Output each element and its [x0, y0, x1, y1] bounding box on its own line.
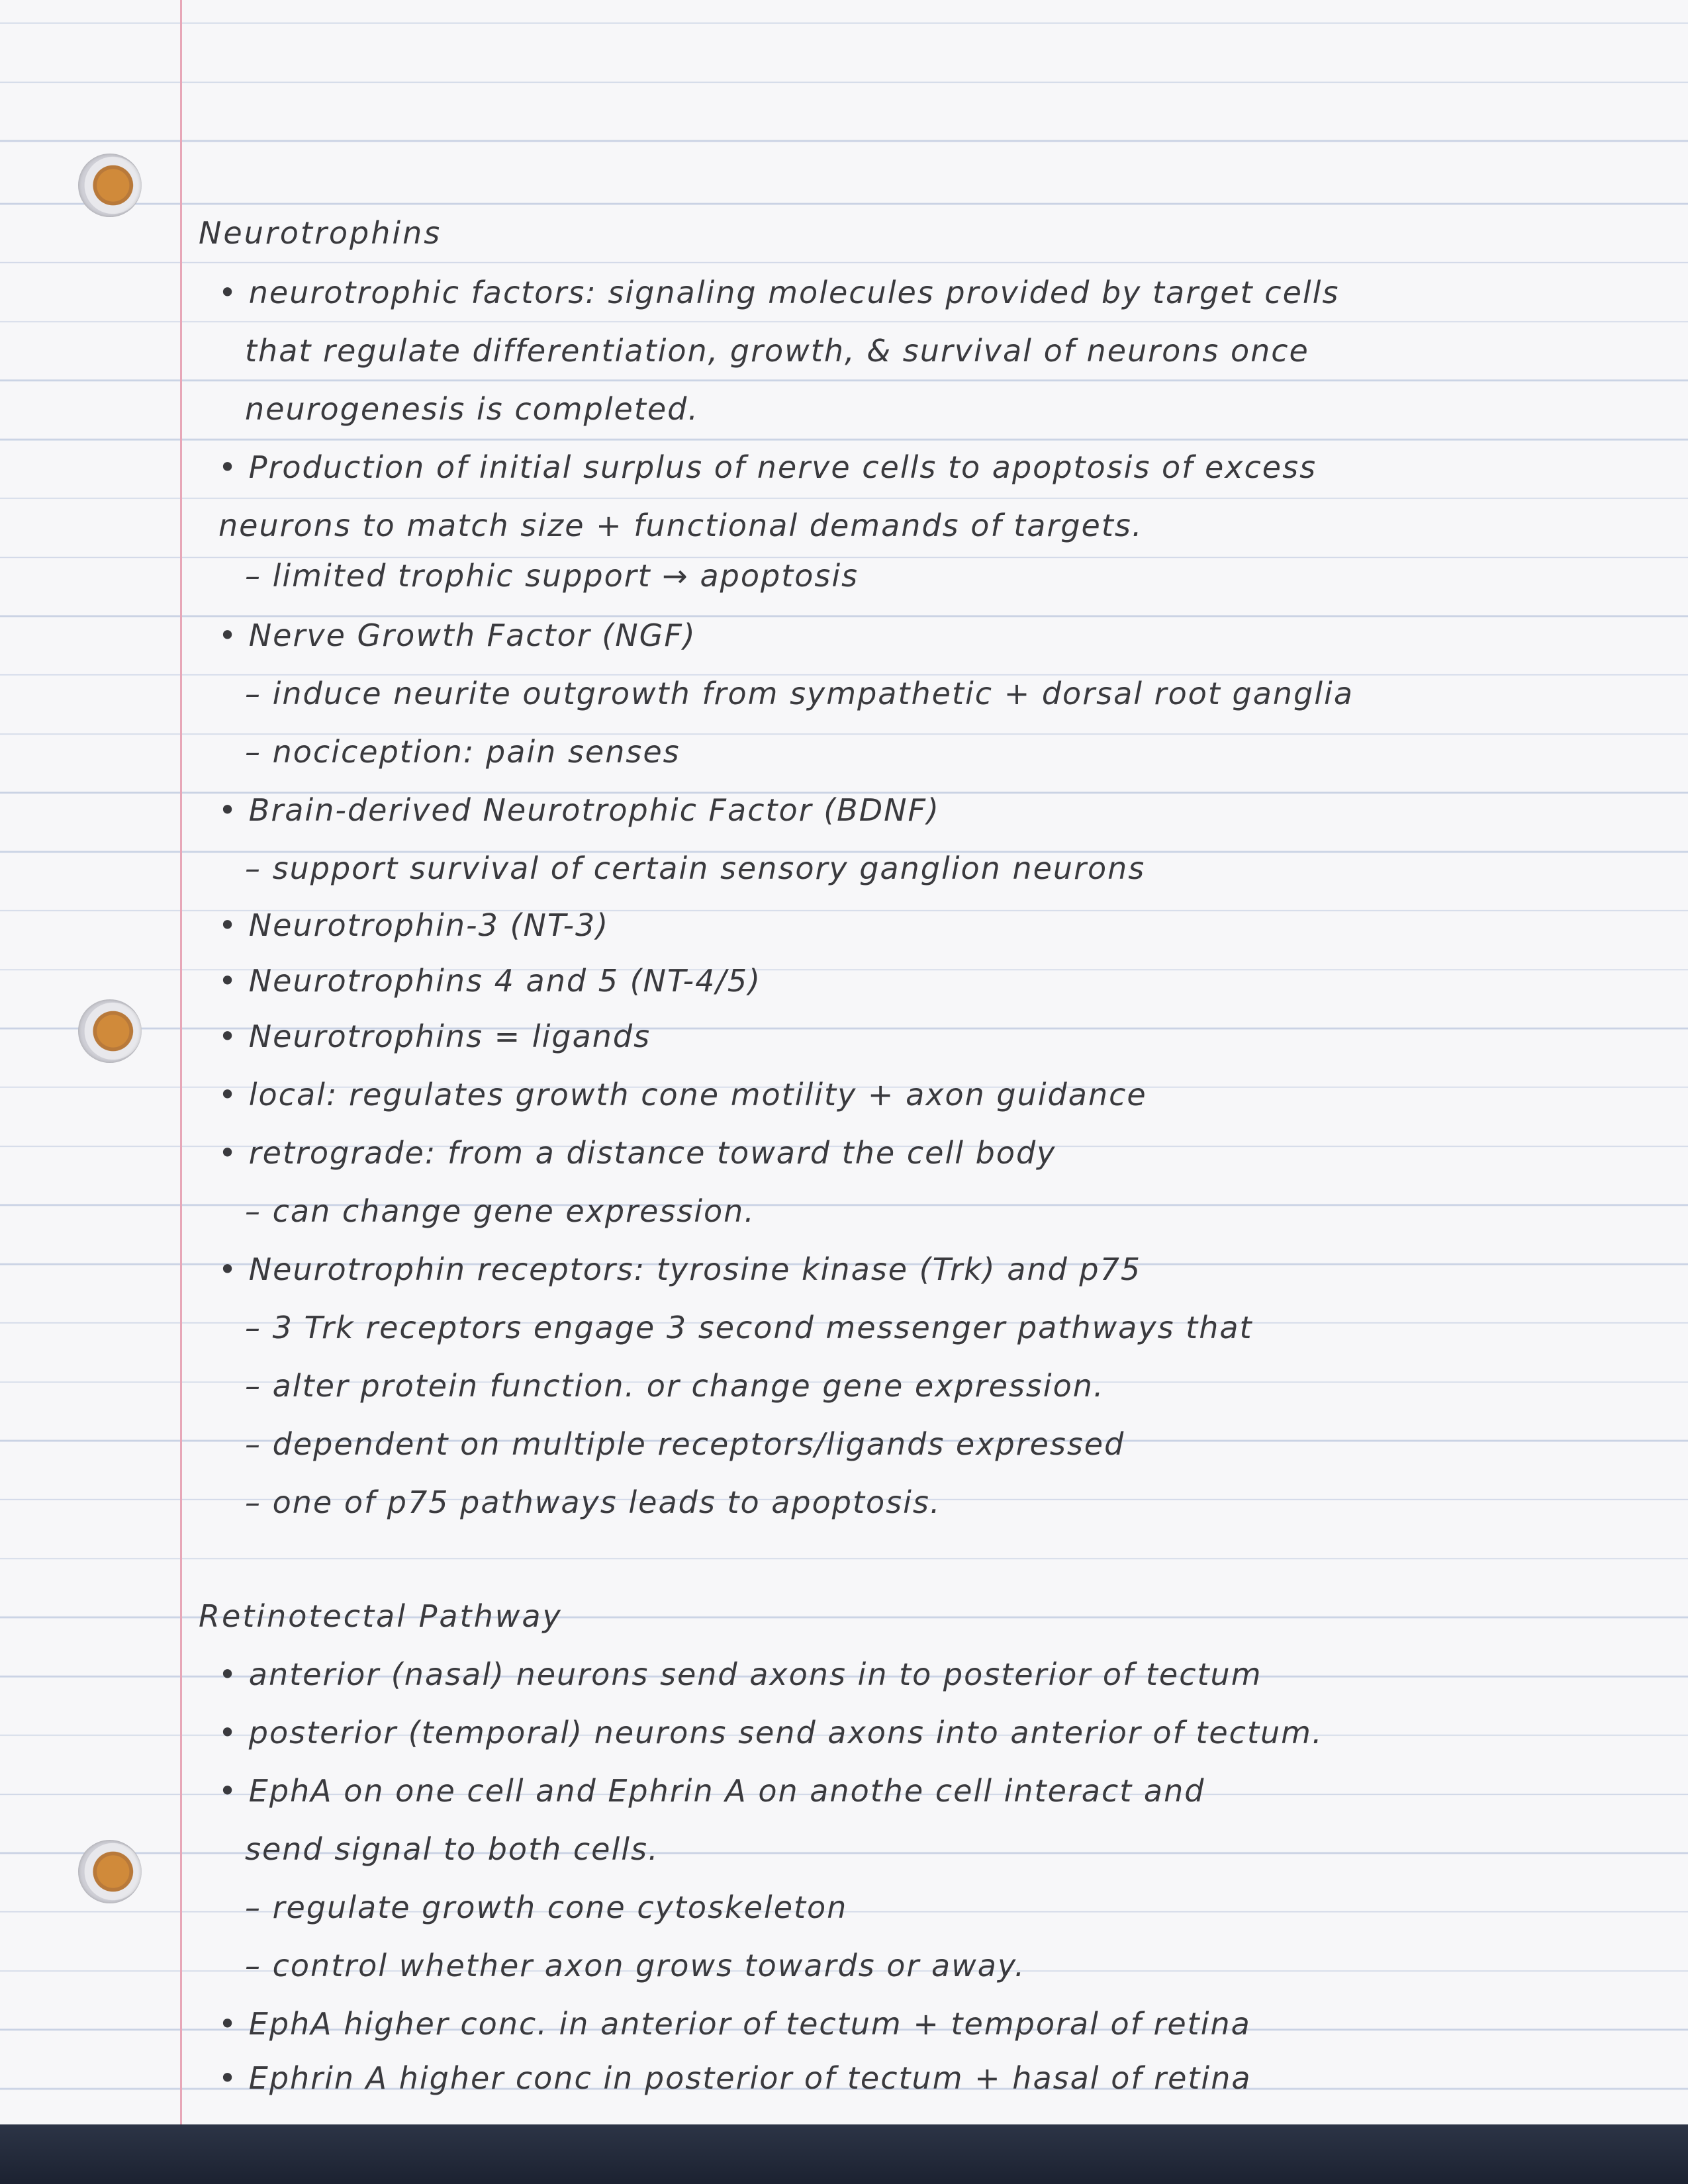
note-line: – induce neurite outgrowth from sympathetic + dorsal root ganglia [245, 676, 1354, 711]
section-heading: Retinotectal Pathway [199, 1598, 563, 1634]
note-line: • Neurotrophin-3 (NT-3) [218, 907, 610, 943]
note-line: • local: regulates growth cone motility + axon guidance [218, 1077, 1147, 1113]
note-line: • Neurotrophin receptors: tyrosine kinase (Trk) and p75 [218, 1251, 1142, 1287]
note-line: • posterior (temporal) neurons send axons into anterior of tectum. [218, 1715, 1323, 1751]
note-line: – control whether axon grows towards or away. [245, 1948, 1026, 1983]
note-line: • Brain-derived Neurotrophic Factor (BDNF) [218, 792, 940, 828]
note-line: – support survival of certain sensory ganglion neurons [245, 850, 1146, 886]
note-line: – regulate growth cone cytoskeleton [245, 1889, 848, 1925]
margin-line [180, 0, 182, 2124]
note-line: • Neurotrophins 4 and 5 (NT-4/5) [218, 963, 762, 999]
note-line: neurons to match size + functional demands of targets. [218, 508, 1143, 543]
note-line: • Neurotrophins = ligands [218, 1019, 651, 1054]
note-line: • Nerve Growth Factor (NGF) [218, 617, 696, 653]
note-line: • Ephrin A higher conc in posterior of tectum + hasal of retina [218, 2060, 1252, 2096]
note-line: neurogenesis is completed. [245, 391, 700, 427]
note-line: – can change gene expression. [245, 1193, 755, 1229]
note-line: • retrograde: from a distance toward the cell body [218, 1135, 1056, 1171]
note-line: • neurotrophic factors: signaling molecules provided by target cells [218, 275, 1340, 310]
note-line: • EphA higher conc. in anterior of tectum + temporal of retina [218, 2006, 1251, 2042]
note-line: – alter protein function. or change gene expression. [245, 1368, 1105, 1404]
binder-hole-bottom [78, 1840, 142, 1903]
binder-hole-middle [78, 999, 142, 1063]
note-line: that regulate differentiation, growth, & survival of neurons once [245, 333, 1309, 369]
note-line: – one of p75 pathways leads to apoptosis. [245, 1484, 941, 1520]
scanner-edge [0, 2124, 1688, 2184]
binder-hole-top [78, 154, 142, 217]
note-line: – nociception: pain senses [245, 734, 680, 770]
note-line: – 3 Trk receptors engage 3 second messenger pathways that [245, 1310, 1253, 1345]
note-line: • anterior (nasal) neurons send axons in to posterior of tectum [218, 1657, 1262, 1692]
note-line: – dependent on multiple receptors/ligands expressed [245, 1426, 1125, 1462]
note-line: • Production of initial surplus of nerve cells to apoptosis of excess [218, 449, 1317, 485]
note-line: • EphA on one cell and Ephrin A on anothe cell interact and [218, 1773, 1205, 1809]
note-line: – limited trophic support → apoptosis [245, 558, 859, 594]
section-heading: Neurotrophins [199, 215, 442, 251]
note-line: send signal to both cells. [245, 1831, 659, 1867]
